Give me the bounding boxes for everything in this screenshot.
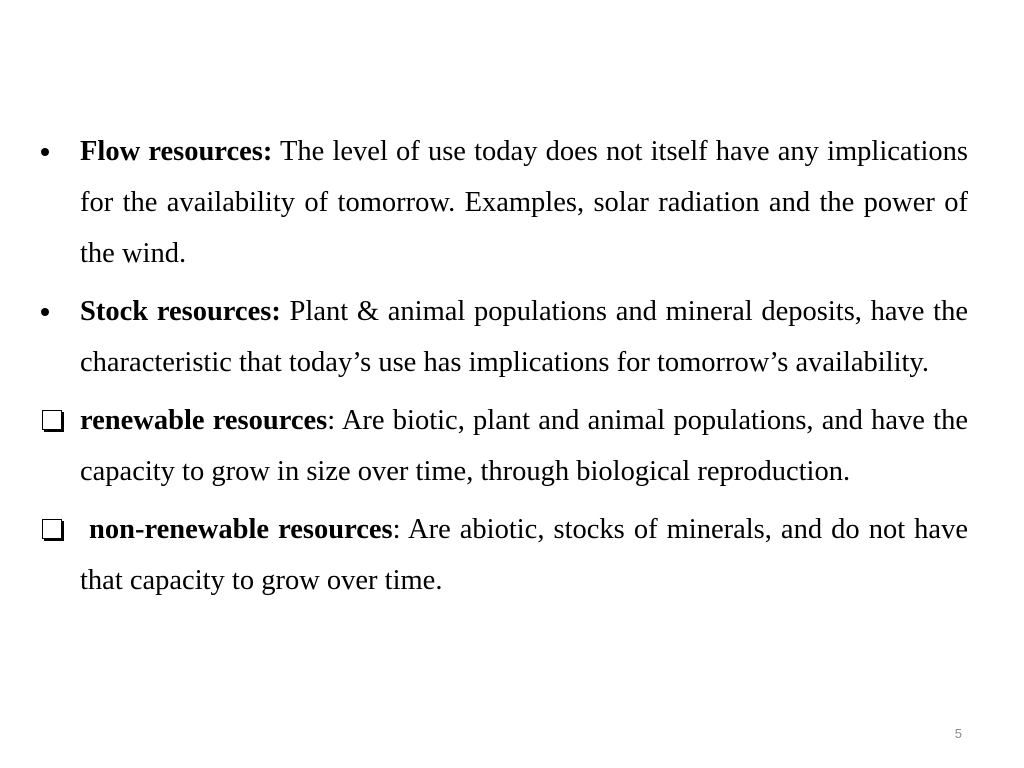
bullet-text: The level of use today does not itself have any implications for the availability of tomorrow. Examples, solar radiation and the power of the wind. [80,136,968,269]
bullet-item-renewable-resources [40,395,968,497]
checkbox-bullet-icon [40,395,70,446]
bullet-separator [272,136,280,167]
round-bullet-icon [40,286,70,337]
bullet-separator: : [392,514,408,545]
bullet-list [40,126,968,613]
bullet-term: non-renewable resources [80,514,393,545]
bullet-term: renewable resources [80,405,328,436]
bullet-text: Plant & animal populations and mineral deposits, have the characteristic that today’s use has implications for tomorrow’s availability. [80,296,968,378]
bullet-item-flow-resources [40,126,968,279]
checkbox-bullet-icon [40,504,70,555]
bullet-separator: : [327,405,342,436]
bullet-text: Are biotic, plant and animal populations, and have the capacity to grow in size over time, through biological reproduction. [80,405,968,487]
bullet-item-non-renewable-resources [40,504,968,606]
bullet-term: Stock resources: [80,296,281,327]
bullet-separator [281,296,290,327]
page-number: 5 [954,726,962,741]
bullet-term: Flow resources: [80,136,273,167]
bullet-item-stock-resources [40,286,968,388]
round-bullet-icon [40,126,70,177]
bullet-text: Are abiotic, stocks of minerals, and do not have that capacity to grow over time. [80,514,968,596]
